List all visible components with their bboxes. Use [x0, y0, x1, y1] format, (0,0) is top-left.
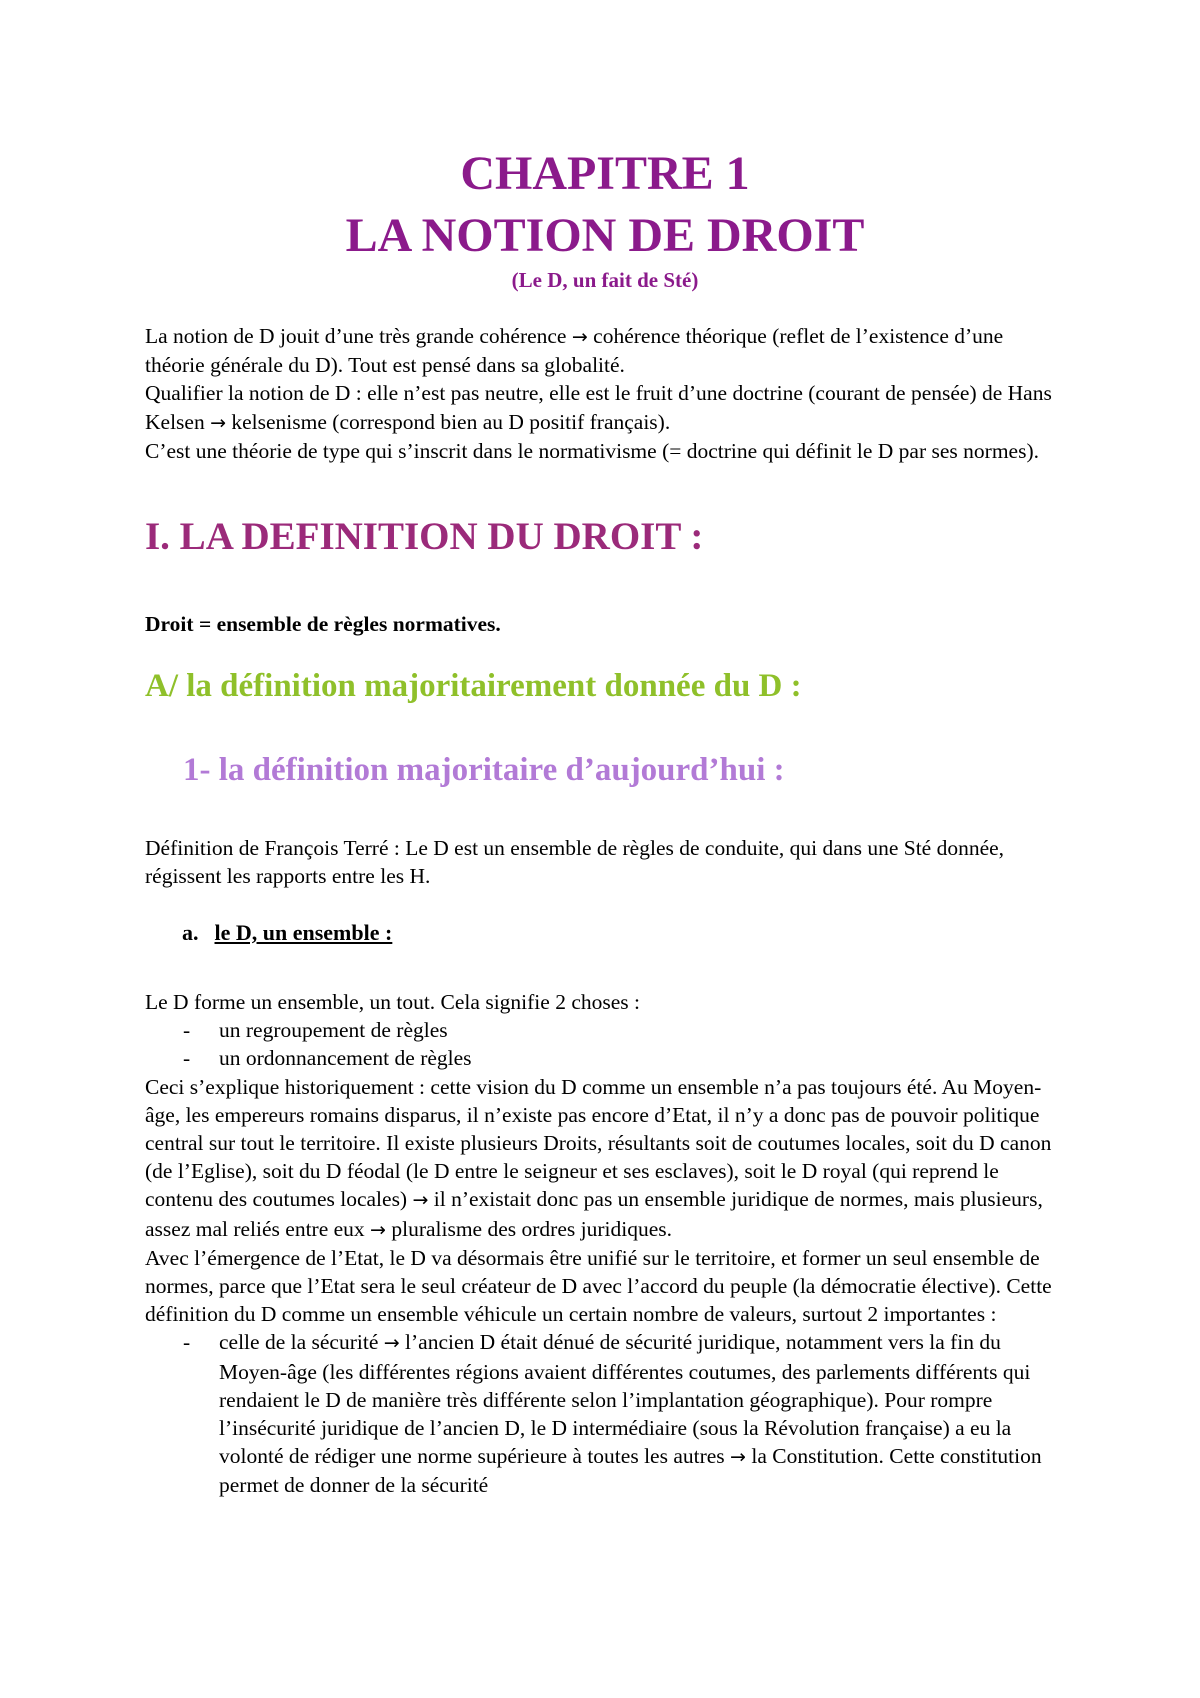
- dash-bullet: -: [183, 1046, 191, 1071]
- droit-definition: Droit = ensemble de règles normatives.: [145, 612, 501, 636]
- list-item: - un regroupement de règles: [145, 1016, 1065, 1044]
- subheading-a-marker: a.: [182, 920, 199, 945]
- section-heading-A: A/ la définition majoritairement donnée du D :: [145, 668, 802, 704]
- history-paragraph: Ceci s’explique historiquement : cette vision du D comme un ensemble n’a pas toujours été. Au Moyen-âge, les empereurs romains disparus, il n’existe pas encore d’Etat, il n’y a donc pas de pouvoir politique central sur tout le territoire. Il existe plusieurs Droits, résultants soit de coutumes locales, soit du D canon (de l’Eglise), soit du D féodal (le D entre le seigneur et ses esclaves), soit le D royal (qui reprend le contenu des coutumes locales) → il n’existait donc pas un ensemble juridique de normes, mais plusieurs, assez mal reliés entre eux → pluralisme des ordres juridiques.: [145, 1074, 1052, 1241]
- ensemble-body: [145, 988, 1065, 1500]
- intro-paragraphs: [145, 322, 1065, 465]
- subheading-a: [182, 920, 392, 946]
- ensemble-intro: Le D forme un ensemble, un tout. Cela signifie 2 choses :: [145, 990, 640, 1014]
- dash-bullet: -: [183, 1330, 191, 1355]
- arrow-icon: →: [412, 1189, 429, 1212]
- state-paragraph: Avec l’émergence de l’Etat, le D va désormais être unifié sur le territoire, et former un seul ensemble de normes, parce que l’Etat sera le seul créateur de D avec l’accord du peuple (la démocratie élective). Cette définition du D comme un ensemble véhicule un certain nombre de valeurs, surtout 2 importantes :: [145, 1245, 1052, 1327]
- chapter-title: CHAPITRE 1: [460, 147, 750, 200]
- terre-definition-block: [145, 834, 1065, 890]
- intro-paragraph-1: La notion de D jouit d’une très grande cohérence → cohérence théorique (reflet de l’existence d’une théorie générale du D). Tout est pensé dans sa globalité.: [145, 324, 1004, 378]
- subheading-1: 1- la définition majoritaire d’aujourd’hui :: [183, 752, 785, 788]
- chapter-subtitle: (Le D, un fait de Sté): [511, 268, 699, 292]
- arrow-icon: →: [383, 1332, 400, 1355]
- list-item: - un ordonnancement de règles: [145, 1044, 1065, 1072]
- arrow-icon: →: [370, 1218, 386, 1241]
- arrow-icon: →: [210, 411, 226, 434]
- list-item-security: - celle de la sécurité → l’ancien D était dénué de sécurité juridique, notamment vers la fin du Moyen-âge (les différentes régions avaient différentes coutumes, des parlements différents qui rendaient le D de manière très différente selon l’implantation géographique). Pour rompre l’insécurité juridique de l’ancien D, le D intermédiaire (sous la Révolution française) a eu la volonté de rédiger une norme supérieure à toutes les autres → la Constitution. Cette constitution permet de donner de la sécurité: [183, 1330, 1042, 1498]
- arrow-icon: →: [571, 326, 588, 348]
- dash-bullet: -: [183, 1018, 191, 1043]
- intro-paragraph-3: C’est une théorie de type qui s’inscrit dans le normativisme (= doctrine qui définit le D par ses normes).: [145, 438, 1039, 463]
- subheading-a-title: le D, un ensemble :: [214, 920, 393, 945]
- intro-paragraph-2: Qualifier la notion de D : elle n’est pas neutre, elle est le fruit d’une doctrine (courant de pensée) de Hans Kelsen → kelsenisme (correspond bien au D positif français).: [145, 381, 1052, 434]
- terre-definition: Définition de François Terré : Le D est un ensemble de règles de conduite, qui dans une Sté donnée, régissent les rapports entre les H.: [145, 836, 1005, 889]
- arrow-icon: →: [730, 1446, 746, 1469]
- section-heading-1: I. LA DEFINITION DU DROIT :: [145, 515, 704, 558]
- chapter-subject: LA NOTION DE DROIT: [345, 209, 865, 262]
